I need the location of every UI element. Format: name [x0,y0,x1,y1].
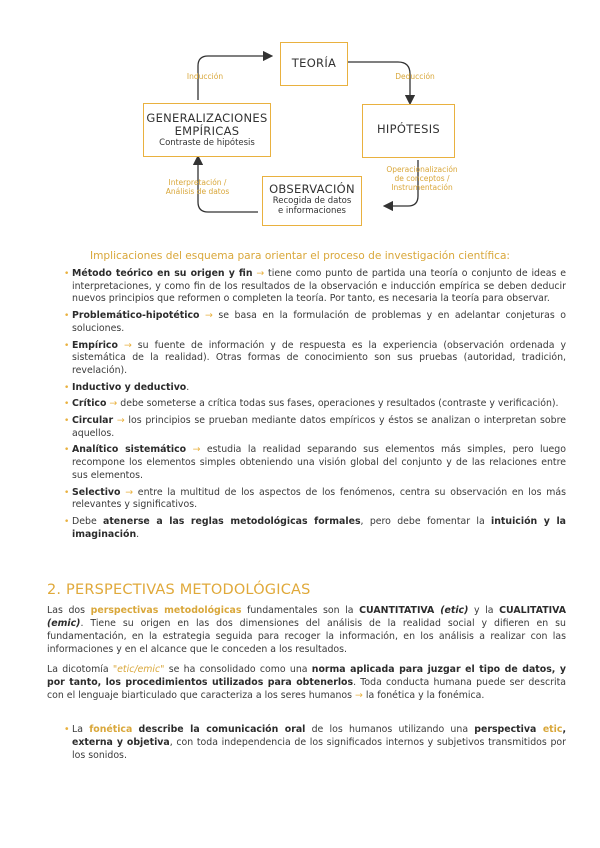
arrow-icon: → [116,415,125,427]
node-teoria [280,42,348,86]
edge-label-induccion [170,72,240,81]
bullet-icon: • [64,416,70,427]
node-observacion-sub1: Recogida de datos [272,196,352,206]
arrow-icon: → [205,310,213,322]
interpretacion-line2: Análisis de datos [165,187,230,196]
arrow-icon: → [192,444,201,456]
paragraph-perspectivas [47,604,566,656]
item-text: . [136,528,140,540]
p1-bold-italic: (etic) [440,605,469,616]
implication-item [64,268,566,306]
bullet-icon: • [64,269,70,279]
p2-text: . Toda conducta humana puede ser descrita con el lenguaje biarticulado que caracteriza a los seres humanos [47,677,566,701]
arrow-icon: → [256,268,265,279]
induccion-text: Inducción [186,72,224,81]
node-observacion [262,176,362,226]
arrow-icon: → [125,486,134,498]
item-term: Analítico sistemático [72,444,187,456]
item-text: Debe [72,515,103,527]
arrow-icon: → [109,398,118,410]
bullet-icon: • [64,487,70,498]
item-text: entre la multitud de los aspectos de los fenómenos, centra su observación en los más relevantes y significativos. [72,486,566,511]
p1-text: . Tiene su origen en las dos dimensiones del análisis de la realidad social y difieren en su fundamentación, en la estrategia seguida para recoger la información, en los análisis a realizar con las informaciones y en el alcance que le conceden a los resultados. [47,618,566,655]
bullet-fonetica [64,723,566,762]
item-text: su fuente de información y de respuesta es la experiencia (observación ordenada y sistemática de la realidad). Otras formas de conocimiento son sus pruebas (autoridad, tradición, revelación). [72,339,566,376]
item-term: intuición y la imaginación [72,515,566,540]
b3-text: de los humanos utilizando una [305,724,475,735]
arrow-icon: → [355,690,363,701]
implications-list [64,268,566,545]
item-text: , pero debe fomentar la [360,515,492,527]
bullet-icon: • [64,724,70,735]
b3-bold: describe la comunicación oral [138,724,306,735]
p1-bold-italic: (emic) [47,618,81,629]
edge-label-interpretacion [150,178,245,196]
bullet-icon: • [64,445,70,456]
p2-text: la fonética y la fonémica. [362,690,485,701]
b3-bold: , externa y objetiva [72,724,566,748]
node-observacion-sub2: e informaciones [278,206,346,216]
node-hipotesis-title: HIPÓTESIS [376,122,440,136]
operacionalizacion-line2: de conceptos / [394,174,450,183]
item-text: . [186,381,190,393]
p1-text: y la [468,605,500,616]
item-term: Inductivo y deductivo [72,381,187,393]
p1-bold: CUANTITATIVA [359,605,441,616]
arrow-deduccion [348,62,410,100]
b3-highlight: fonética [89,724,133,735]
implication-item [64,444,566,482]
implication-item [64,487,566,512]
implication-item [64,516,566,541]
p2-text: se ha consolidado como una [164,664,312,675]
bullet-icon: • [64,311,70,322]
interpretacion-line1: Interpretación / [168,178,227,187]
item-term: Crítico [72,398,107,410]
item-text: se basa en la formulación de problemas y en adelantar conjeturas o soluciones. [72,310,566,334]
node-observacion-title: OBSERVACIÓN [269,182,355,196]
node-generalizaciones-title2: EMPÍRICAS [174,124,240,138]
node-generalizaciones-sub: Contraste de hipótesis [159,138,255,148]
edge-label-operacionalizacion [372,165,472,192]
implication-item [64,398,566,411]
arrow-icon: → [123,339,132,351]
item-text: los principios se prueban mediante datos empíricos y éstos se analizan o interpretan sobre aquellos. [72,415,566,439]
implication-item [64,310,566,335]
item-term: Método teórico en su origen y fin [72,268,253,279]
item-term: atenerse a las reglas metodológicas formales [103,515,361,527]
node-generalizaciones [143,103,271,157]
bullet-icon: • [64,516,70,527]
diagram-caption: Implicaciones del esquema para orientar el proceso de investigación científica: [89,250,510,262]
node-hipotesis [362,104,455,158]
operacionalizacion-line1: Operacionalización [386,165,458,174]
implication-item [64,382,566,395]
paragraph-dicotomia [47,663,566,702]
p2-bold: norma aplicada para juzgar el tipo de datos, y por tanto, los procedimientos utilizados para obtenerlos [47,664,566,688]
bullet-icon: • [64,382,70,393]
p1-bold: CUALITATIVA [499,605,567,616]
p1-text: fundamentales son la [241,605,360,616]
item-term: Selectivo [72,486,121,498]
item-text: tiene como punto de partida una teoría o conjunto de ideas e interpretaciones, y como fin de los resultados de la observación e inducción empírica se deben deducir nuevos principios que reformen o completen la teoría. Por tanto, es necesaria la teoría para observar. [72,268,566,305]
p2-text: La dicotomía [47,664,113,675]
node-generalizaciones-title1: GENERALIZACIONES [146,111,268,125]
edge-label-deduccion [380,72,450,81]
item-text: debe someterse a crítica todas sus fases, operaciones y resultados (contraste y verificación). [117,398,559,410]
operacionalizacion-line3: Instrumentación [391,183,453,192]
b3-bold: perspectiva [474,724,543,735]
bullet-icon: • [64,399,70,410]
node-teoria-title: TEORÍA [291,56,337,70]
bullet-icon: • [64,340,70,351]
item-text: estudia la realidad separando sus elementos más simples, pero luego recompone los elementos simples obteniendo una visión global del conjunto y de las relaciones entre sus elementos. [72,444,566,481]
item-term: Empírico [72,339,118,351]
implication-item [64,340,566,378]
implication-item [64,415,566,440]
b3-highlight: etic [542,724,563,735]
item-term: Problemático-hipotético [72,310,200,322]
b3-text: , con toda independencia de los significados internos y subjetivos transmitidos por los sonidos. [72,737,566,761]
b3-text: La [72,724,90,735]
p2-highlight: "etic/emic" [112,664,165,675]
deduccion-text: Deducción [395,72,435,81]
p1-text: Las dos [47,605,91,616]
section-title: 2. PERSPECTIVAS METODOLÓGICAS [47,582,311,598]
item-term: Circular [72,415,114,427]
p1-highlight: perspectivas metodológicas [90,605,242,616]
